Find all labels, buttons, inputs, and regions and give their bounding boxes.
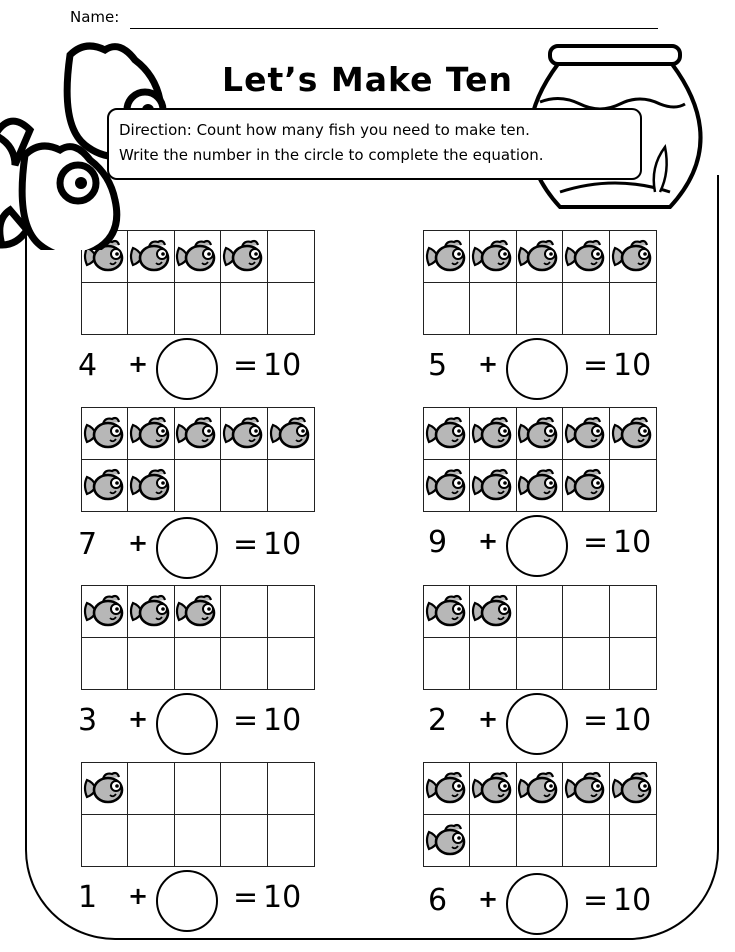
ten-frame-cell	[268, 231, 314, 283]
ten-frame-cell	[82, 408, 128, 460]
fish-icon	[611, 416, 655, 450]
fish-icon	[129, 594, 173, 628]
ten-frame-cell	[221, 408, 267, 460]
plus-sign: +	[478, 885, 499, 913]
ten-frame-cell	[221, 586, 267, 638]
ten-frame-cell	[128, 586, 174, 638]
ten-frame-cell	[128, 283, 174, 335]
ten-frame-cell	[563, 586, 609, 638]
total: 10	[613, 525, 652, 560]
ten-frame-cell	[175, 815, 221, 867]
ten-frame-cell	[82, 815, 128, 867]
fish-icon	[83, 771, 127, 805]
ten-frame-cell	[610, 408, 656, 460]
answer-circle[interactable]	[506, 693, 568, 755]
equals-sign: =	[583, 703, 609, 738]
fish-icon	[425, 594, 469, 628]
ten-frame	[423, 407, 657, 512]
fish-icon	[611, 239, 655, 273]
ten-frame-cell	[610, 231, 656, 283]
ten-frame-cell	[82, 460, 128, 512]
equals-sign: =	[583, 348, 609, 383]
ten-frame-cell	[517, 763, 563, 815]
ten-frame-cell	[470, 638, 516, 690]
equals-sign: =	[233, 703, 259, 738]
ten-frame-cell	[517, 815, 563, 867]
fish-icon	[471, 771, 515, 805]
equals-sign: =	[583, 883, 609, 918]
answer-circle[interactable]	[506, 515, 568, 577]
ten-frame-cell	[221, 815, 267, 867]
ten-frame-cell	[517, 460, 563, 512]
total: 10	[613, 883, 652, 918]
ten-frame-cell	[517, 408, 563, 460]
ten-frame-cell	[563, 408, 609, 460]
fish-icon	[611, 771, 655, 805]
plus-sign: +	[128, 350, 149, 378]
ten-frame-cell	[424, 408, 470, 460]
total: 10	[263, 880, 302, 915]
ten-frame-cell	[128, 763, 174, 815]
direction-line-2: Write the number in the circle to complete the equation.	[119, 146, 544, 164]
answer-circle[interactable]	[506, 873, 568, 935]
equation	[428, 338, 688, 398]
fish-icon	[471, 239, 515, 273]
ten-frame-cell	[610, 763, 656, 815]
fish-icon	[175, 594, 219, 628]
ten-frame-cell	[82, 586, 128, 638]
ten-frame-cell	[610, 638, 656, 690]
ten-frame-cell	[268, 460, 314, 512]
fish-icon	[222, 416, 266, 450]
ten-frame-cell	[128, 460, 174, 512]
fish-icon	[564, 771, 608, 805]
ten-frame-cell	[424, 815, 470, 867]
ten-frame-cell	[470, 815, 516, 867]
ten-frame-cell	[175, 231, 221, 283]
total: 10	[613, 703, 652, 738]
ten-frame-cell	[563, 460, 609, 512]
name-input-line[interactable]	[130, 28, 658, 29]
ten-frame	[81, 762, 315, 867]
fish-icon	[83, 594, 127, 628]
ten-frame-cell	[517, 283, 563, 335]
fish-icon	[471, 468, 515, 502]
ten-frame-cell	[128, 408, 174, 460]
answer-circle[interactable]	[156, 870, 218, 932]
ten-frame-cell	[424, 283, 470, 335]
ten-frame-cell	[221, 231, 267, 283]
fish-icon	[425, 239, 469, 273]
ten-frame-cell	[268, 638, 314, 690]
ten-frame-cell	[221, 283, 267, 335]
ten-frame-cell	[470, 231, 516, 283]
ten-frame-cell	[470, 408, 516, 460]
ten-frame-cell	[563, 231, 609, 283]
answer-circle[interactable]	[156, 338, 218, 400]
ten-frame-cell	[221, 460, 267, 512]
ten-frame	[423, 230, 657, 335]
ten-frame-cell	[517, 638, 563, 690]
answer-circle[interactable]	[156, 693, 218, 755]
ten-frame-cell	[175, 638, 221, 690]
equals-sign: =	[233, 527, 259, 562]
ten-frame	[81, 585, 315, 690]
name-label: Name:	[70, 8, 120, 26]
answer-circle[interactable]	[506, 338, 568, 400]
plus-sign: +	[128, 529, 149, 557]
page-title: Let’s Make Ten	[222, 60, 513, 99]
ten-frame	[423, 585, 657, 690]
ten-frame-cell	[470, 586, 516, 638]
fish-icon	[129, 416, 173, 450]
fish-icon	[471, 594, 515, 628]
ten-frame-cell	[82, 763, 128, 815]
ten-frame-cell	[128, 815, 174, 867]
fish-icon	[564, 468, 608, 502]
fish-icon	[517, 239, 561, 273]
fish-icon	[517, 416, 561, 450]
total: 10	[263, 703, 302, 738]
fish-icon	[425, 416, 469, 450]
ten-frame-cell	[563, 283, 609, 335]
addend: 6	[428, 883, 448, 918]
addend: 7	[78, 527, 98, 562]
ten-frame-cell	[563, 638, 609, 690]
fish-icon	[517, 771, 561, 805]
plus-sign: +	[128, 882, 149, 910]
total: 10	[263, 348, 302, 383]
ten-frame-cell	[175, 408, 221, 460]
fish-icon	[425, 823, 469, 857]
equation	[78, 338, 338, 398]
ten-frame-cell	[424, 231, 470, 283]
equation	[428, 873, 688, 933]
fish-icon	[517, 468, 561, 502]
fish-icon	[175, 239, 219, 273]
plus-sign: +	[478, 350, 499, 378]
addend: 1	[78, 880, 98, 915]
ten-frame-cell	[424, 460, 470, 512]
fish-icon	[425, 468, 469, 502]
fish-icon	[83, 468, 127, 502]
direction-box	[107, 108, 642, 180]
fish-icon	[564, 416, 608, 450]
equation	[78, 870, 338, 930]
equation	[78, 517, 338, 577]
ten-frame-cell	[221, 763, 267, 815]
fish-icon	[471, 416, 515, 450]
ten-frame-cell	[517, 231, 563, 283]
ten-frame-cell	[563, 815, 609, 867]
ten-frame-cell	[221, 638, 267, 690]
ten-frame-cell	[175, 283, 221, 335]
ten-frame-cell	[175, 460, 221, 512]
total: 10	[263, 527, 302, 562]
ten-frame-cell	[517, 586, 563, 638]
ten-frame-cell	[175, 763, 221, 815]
equation	[428, 693, 688, 753]
fish-icon	[269, 416, 313, 450]
ten-frame-cell	[610, 815, 656, 867]
addend: 5	[428, 348, 448, 383]
ten-frame-cell	[610, 586, 656, 638]
direction-line-1: Direction: Count how many fish you need to make ten.	[119, 121, 530, 139]
fish-icon	[83, 416, 127, 450]
fish-icon	[129, 468, 173, 502]
ten-frame-cell	[424, 586, 470, 638]
ten-frame-cell	[268, 283, 314, 335]
fish-icon	[222, 239, 266, 273]
equals-sign: =	[583, 525, 609, 560]
total: 10	[613, 348, 652, 383]
ten-frame	[81, 407, 315, 512]
addend: 3	[78, 703, 98, 738]
plus-sign: +	[478, 705, 499, 733]
ten-frame-cell	[268, 586, 314, 638]
ten-frame-cell	[610, 283, 656, 335]
fish-icon	[564, 239, 608, 273]
ten-frame-cell	[82, 283, 128, 335]
equals-sign: =	[233, 348, 259, 383]
equation	[78, 693, 338, 753]
ten-frame-cell	[424, 638, 470, 690]
ten-frame-cell	[268, 763, 314, 815]
addend: 9	[428, 525, 448, 560]
ten-frame-cell	[268, 815, 314, 867]
fish-icon	[175, 416, 219, 450]
ten-frame-cell	[610, 460, 656, 512]
answer-circle[interactable]	[156, 517, 218, 579]
ten-frame	[423, 762, 657, 867]
equals-sign: =	[233, 880, 259, 915]
ten-frame-cell	[175, 586, 221, 638]
ten-frame-cell	[563, 763, 609, 815]
fish-icon	[425, 771, 469, 805]
ten-frame-cell	[470, 460, 516, 512]
plus-sign: +	[128, 705, 149, 733]
addend: 2	[428, 703, 448, 738]
ten-frame-cell	[470, 763, 516, 815]
ten-frame-cell	[470, 283, 516, 335]
plus-sign: +	[478, 527, 499, 555]
ten-frame-cell	[82, 638, 128, 690]
ten-frame-cell	[128, 638, 174, 690]
ten-frame-cell	[268, 408, 314, 460]
ten-frame-cell	[424, 763, 470, 815]
addend: 4	[78, 348, 98, 383]
equation	[428, 515, 688, 575]
